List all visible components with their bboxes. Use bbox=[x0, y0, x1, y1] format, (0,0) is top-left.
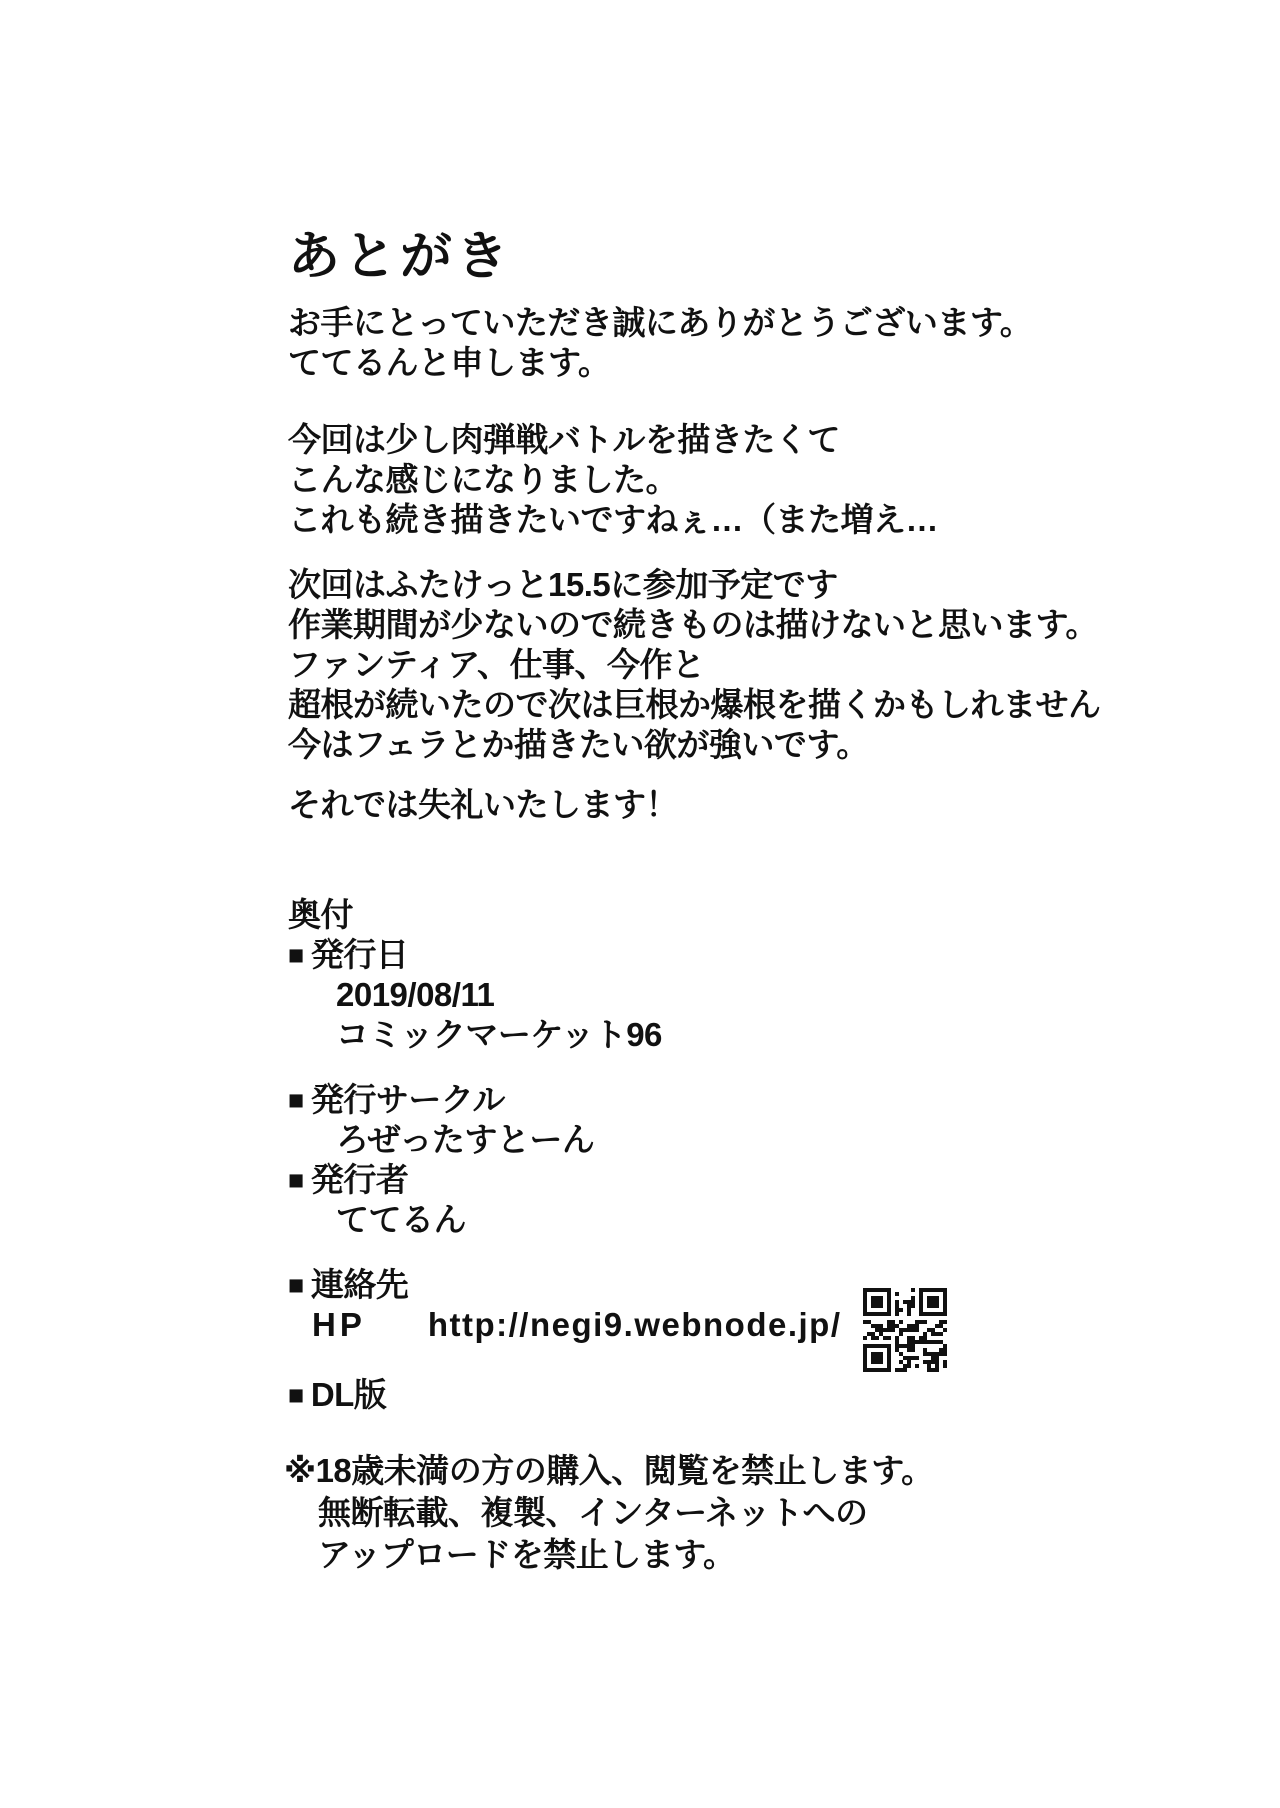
notice-line: ※18歳未満の方の購入、閲覧を禁止します。 bbox=[284, 1452, 934, 1489]
dl-label: DL版 bbox=[310, 1376, 387, 1413]
text-line: ててるんと申します。 bbox=[288, 344, 611, 381]
text-line: 今回は少し肉弾戦バトルを描きたくて bbox=[288, 421, 840, 458]
dl-heading bbox=[288, 1375, 386, 1415]
square-bullet-icon: ■ bbox=[288, 1085, 304, 1115]
hp-label: HP bbox=[312, 1306, 366, 1343]
text-line: 今はフェラとか描きたい欲が強いです。 bbox=[288, 726, 869, 763]
square-bullet-icon: ■ bbox=[288, 1270, 304, 1300]
colophon-publication bbox=[288, 895, 662, 1055]
text-line: それでは失礼いたします！ bbox=[288, 786, 678, 823]
text-line: これも続き描きたいですねぇ…（また増え… bbox=[288, 501, 938, 538]
next-event-paragraph bbox=[288, 565, 1101, 765]
qr-code-icon bbox=[863, 1288, 947, 1372]
text-line: ファンティア、仕事、今作と bbox=[288, 646, 705, 683]
contact-label: 連絡先 bbox=[310, 1266, 409, 1303]
publish-date-heading bbox=[288, 935, 662, 975]
contact-heading bbox=[288, 1265, 842, 1305]
publish-event-value: コミックマーケット96 bbox=[336, 1016, 662, 1053]
colophon-dl bbox=[288, 1375, 386, 1415]
text-line: 次回はふたけっと15.5に参加予定です bbox=[288, 566, 838, 603]
square-bullet-icon: ■ bbox=[288, 1165, 304, 1195]
text-line: こんな感じになりました。 bbox=[288, 461, 678, 498]
publisher-heading bbox=[288, 1160, 594, 1200]
square-bullet-icon: ■ bbox=[288, 1380, 304, 1410]
colophon-heading: 奥付 bbox=[288, 896, 353, 933]
circle-heading bbox=[288, 1080, 594, 1120]
circle-label: 発行サークル bbox=[310, 1081, 505, 1118]
intro-paragraph bbox=[288, 303, 1032, 383]
closing-paragraph bbox=[288, 785, 678, 825]
circle-name: ろぜったすとーん bbox=[336, 1121, 595, 1158]
text-line: お手にとっていただき誠にありがとうございます。 bbox=[288, 304, 1033, 341]
age-restriction-notice bbox=[284, 1450, 934, 1576]
notice-line: 無断転載、複製、インターネットへの bbox=[318, 1494, 868, 1531]
contact-row bbox=[288, 1305, 842, 1345]
page-title: あとがき bbox=[288, 228, 513, 286]
publisher-name: ててるん bbox=[336, 1201, 466, 1238]
publisher-label: 発行者 bbox=[310, 1161, 409, 1198]
battle-paragraph bbox=[288, 420, 938, 540]
publish-date-label: 発行日 bbox=[310, 936, 409, 973]
colophon-circle-publisher bbox=[288, 1080, 594, 1240]
notice-line: アップロードを禁止します。 bbox=[318, 1536, 736, 1573]
square-bullet-icon: ■ bbox=[288, 940, 304, 970]
text-line: 超根が続いたので次は巨根か爆根を描くかもしれません bbox=[288, 686, 1101, 723]
colophon-contact bbox=[288, 1265, 842, 1345]
publish-date-value: 2019/08/11 bbox=[336, 976, 495, 1013]
text-line: 作業期間が少ないので続きものは描けないと思います。 bbox=[288, 606, 1098, 643]
website-url: http://negi9.webnode.jp/ bbox=[427, 1306, 842, 1343]
